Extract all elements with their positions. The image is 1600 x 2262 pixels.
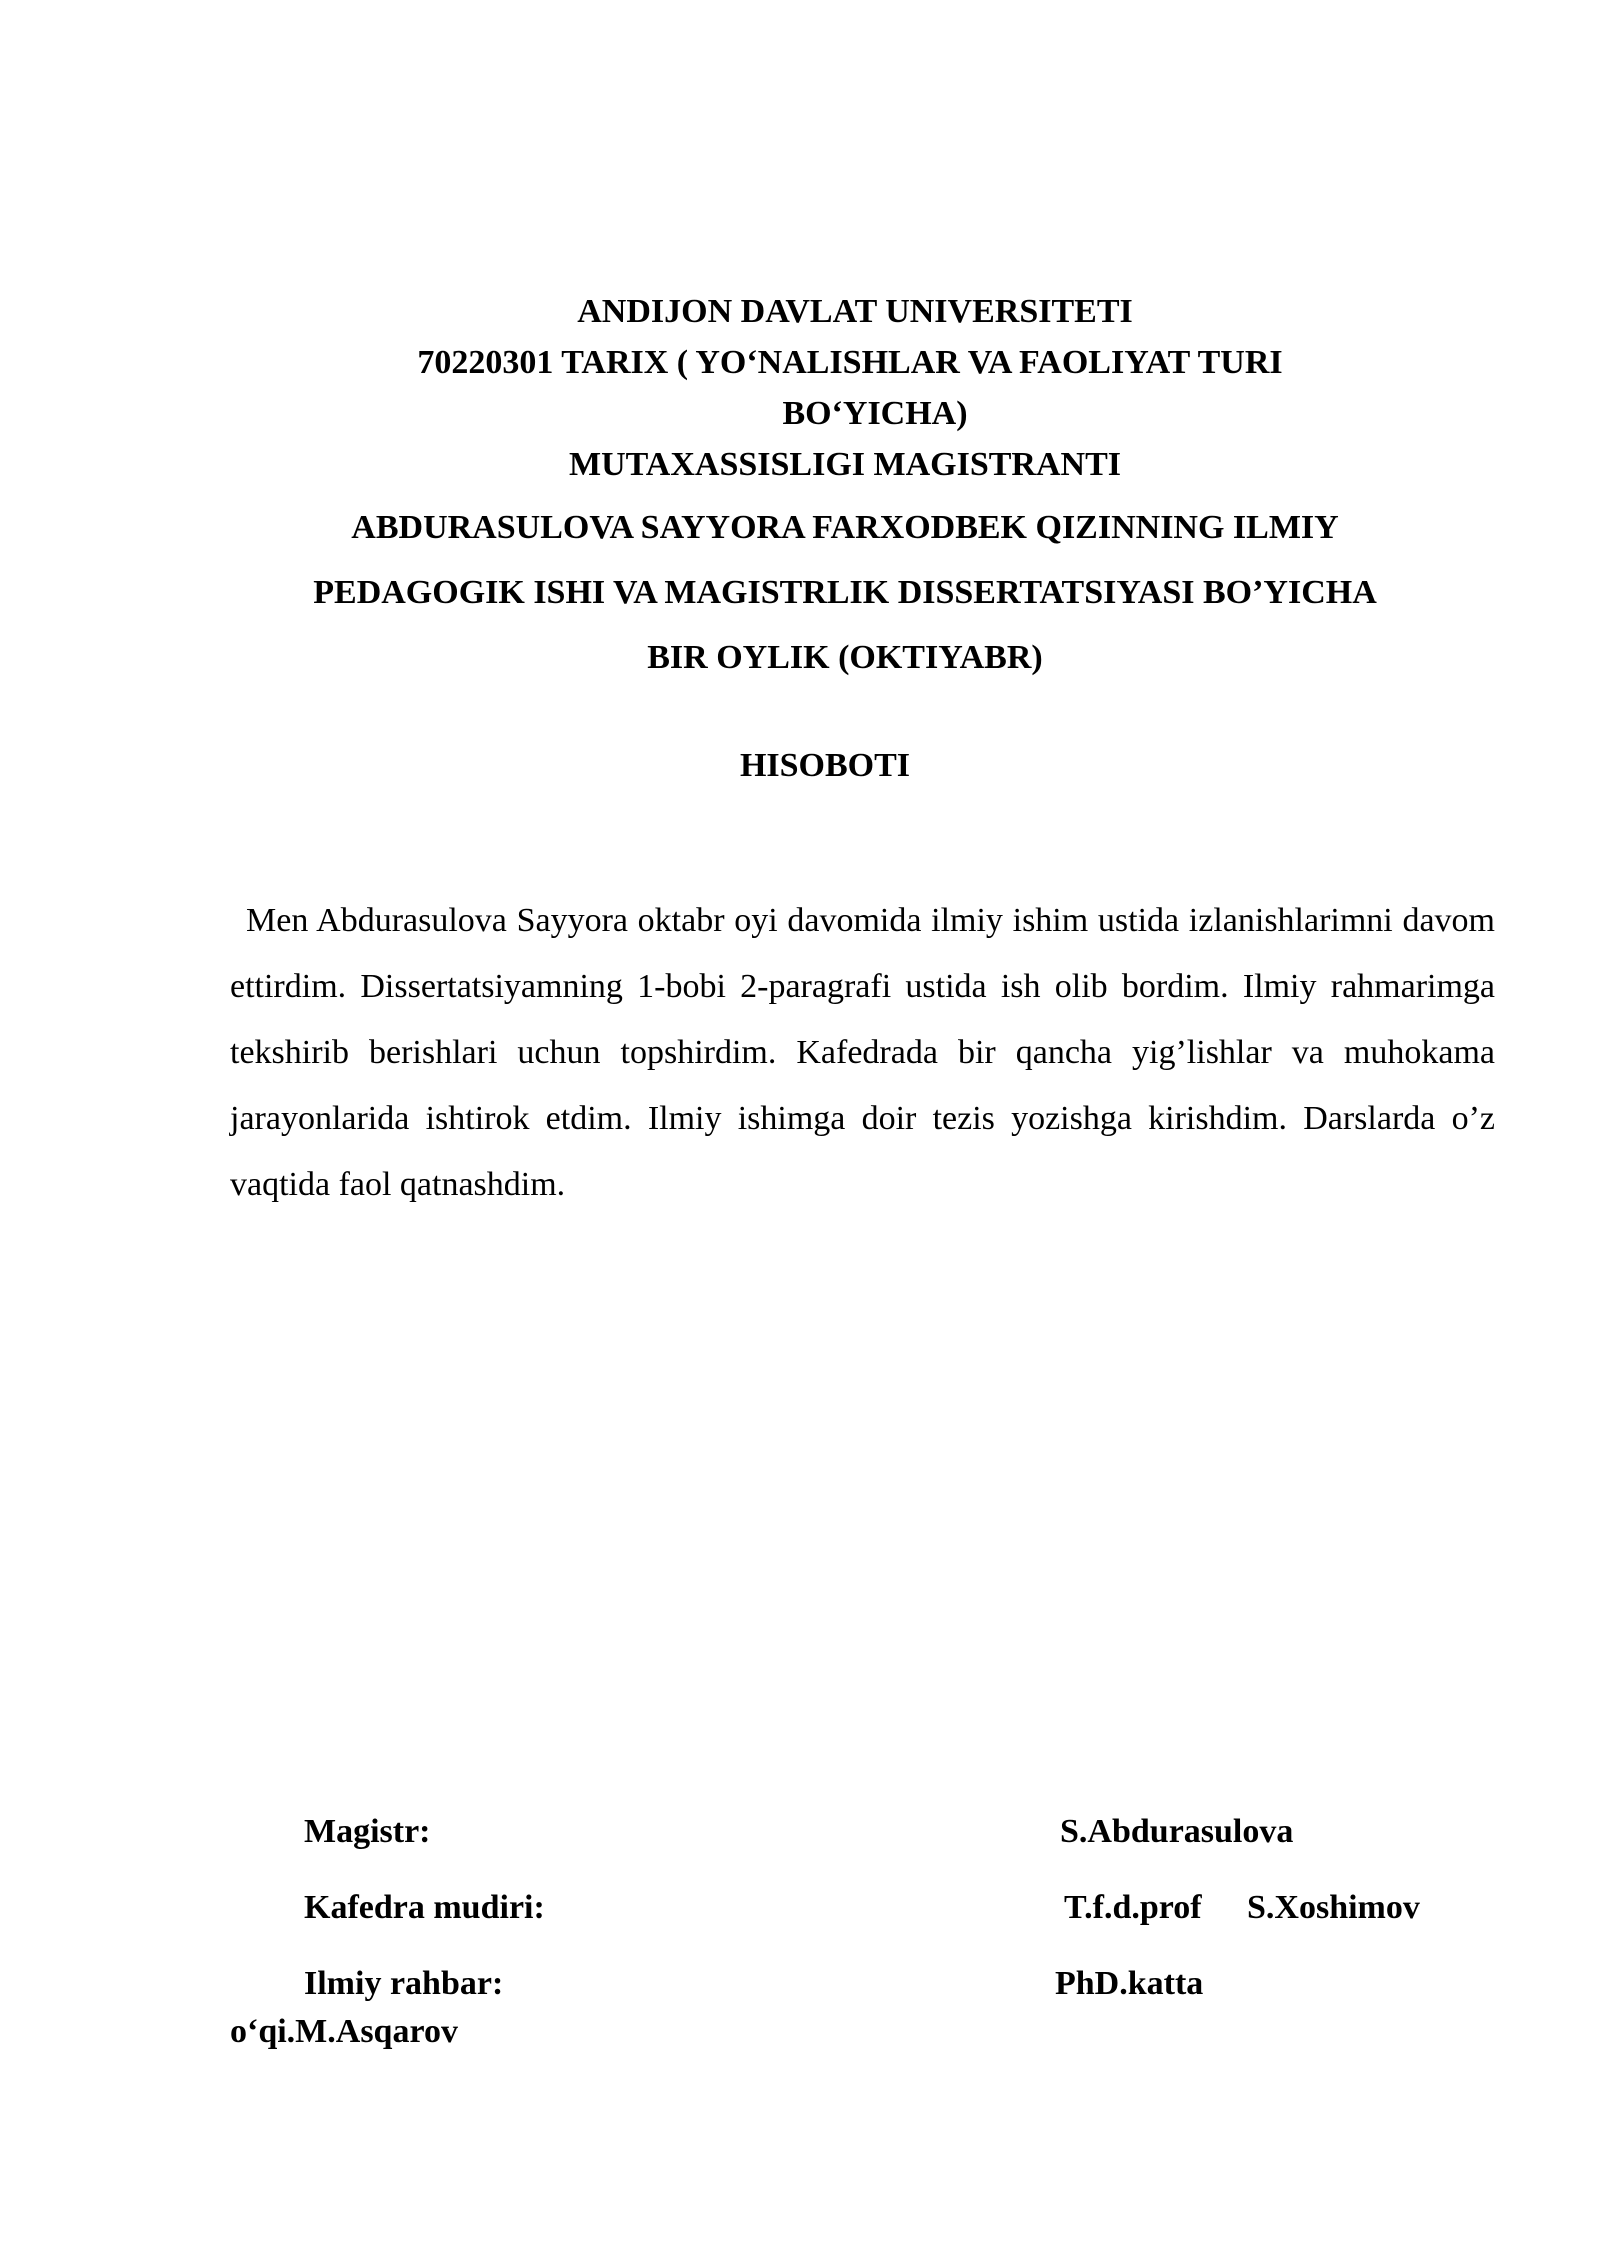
- subject-line-1: ABDURASULOVA SAYYORA FARXODBEK QIZINNING ILMIY: [351, 509, 1339, 546]
- subject-line-3: BIR OYLIK (OKTIYABR): [647, 639, 1043, 676]
- magistr-label: Magistr:: [304, 1813, 431, 1850]
- magistr-name: S.Abdurasulova: [1060, 1813, 1294, 1850]
- subject-line-2: PEDAGOGIK ISHI VA MAGISTRLIK DISSERTATSIYASI BO’YICHA: [313, 574, 1377, 611]
- program-line-2: BO‘YICHA): [782, 395, 968, 432]
- specialty-line: MUTAXASSISLIGI MAGISTRANTI: [569, 446, 1121, 483]
- kafedra-title: T.f.d.prof: [1064, 1889, 1202, 1926]
- kafedra-label: Kafedra mudiri:: [304, 1889, 545, 1926]
- rahbar-label: Ilmiy rahbar:: [304, 1965, 504, 2002]
- program-line-1: 70220301 TARIX ( YO‘NALISHLAR VA FAOLIYAT TURI: [417, 344, 1283, 381]
- rahbar-name: o‘qi.M.Asqarov: [230, 2013, 458, 2050]
- report-paragraph: Men Abdurasulova Sayyora oktabr oyi davomida ilmiy ishim ustida izlanishlarimni davom ettirdim. Dissertatsiyamning 1-bobi 2-paragrafi ustida ish olib bordim. Ilmiy rahmarimga tekshirib berishlari uchun topshirdim. Kafedrada bir qancha yig’lishlar va muhokama jarayonlarida ishtirok etdim. Ilmiy ishimga doir tezis yozishga kirishdim. Darslarda o’z vaqtida faol qatnashdim.: [230, 902, 1495, 1203]
- report-body: [230, 888, 1495, 1218]
- rahbar-title: PhD.katta: [1055, 1965, 1204, 2002]
- kafedra-name: S.Xoshimov: [1247, 1889, 1420, 1926]
- report-title: HISOBOTI: [739, 747, 911, 784]
- university-name: ANDIJON DAVLAT UNIVERSITETI: [577, 293, 1133, 330]
